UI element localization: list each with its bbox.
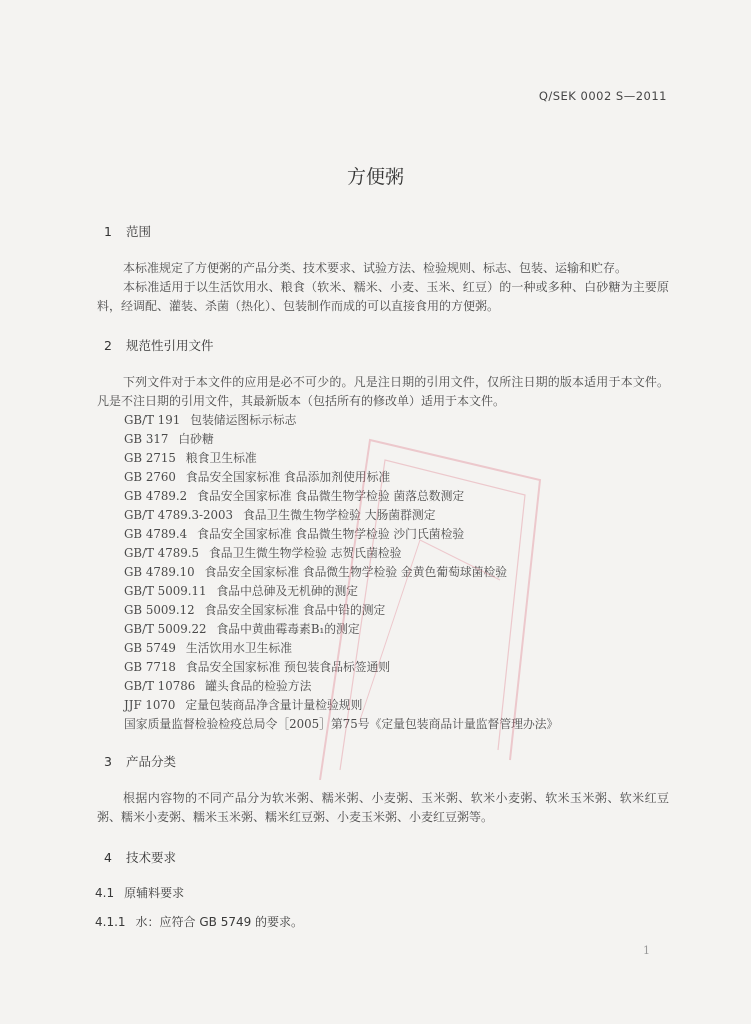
section-3-heading <box>104 752 176 770</box>
list-item: GB 5009.12 食品安全国家标准 食品中铅的测定 <box>124 603 386 617</box>
section-4-heading <box>104 848 176 866</box>
list-item: GB 4789.10 食品安全国家标准 食品微生物学检验 金黄色葡萄球菌检验 <box>124 565 508 579</box>
section-number: 1 <box>104 224 112 239</box>
list-item: GB/T 5009.11 食品中总砷及无机砷的测定 <box>124 584 359 598</box>
subsection-4-1: 4.1 原辅料要求 <box>95 886 185 900</box>
classification-paragraph: 根据内容物的不同产品分为软米粥、糯米粥、小麦粥、玉米粥、软米小麦粥、软米玉米粥、软米红豆粥、糯米小麦粥、糯米玉米粥、糯米红豆粥、小麦玉米粥、小麦红豆粥等。 <box>97 791 669 824</box>
list-item: GB 4789.2 食品安全国家标准 食品微生物学检验 菌落总数测定 <box>124 489 465 503</box>
section-number: 3 <box>104 754 112 769</box>
stamp-seal-icon <box>300 420 560 780</box>
document-title: 方便粥 <box>346 166 404 188</box>
list-item: GB/T 5009.22 食品中黄曲霉毒素B₁的测定 <box>124 622 360 636</box>
section-1-heading <box>104 222 151 240</box>
list-item: GB 2715 粮食卫生标准 <box>124 451 257 465</box>
list-item: GB/T 191 包装储运图标示标志 <box>124 413 297 427</box>
list-item: GB/T 4789.5 食品卫生微生物学检验 志贺氏菌检验 <box>124 546 402 560</box>
list-item: GB/T 4789.3-2003 食品卫生微生物学检验 大肠菌群测定 <box>124 508 436 522</box>
list-item: GB 5749 生活饮用水卫生标准 <box>124 641 293 655</box>
page-number: 1 <box>643 944 650 957</box>
subsection-4-1-1: 4.1.1 水：应符合 GB 5749 的要求。 <box>95 915 304 929</box>
list-item: GB 317 白砂糖 <box>124 432 214 446</box>
list-item: JJF 1070 定量包装商品净含量计量检验规则 <box>124 698 363 712</box>
list-item: GB/T 10786 罐头食品的检验方法 <box>124 679 312 693</box>
scope-paragraph-1: 本标准规定了方便粥的产品分类、技术要求、试验方法、检验规则、标志、包装、运输和贮存。 <box>123 261 628 275</box>
section-title: 规范性引用文件 <box>126 338 214 353</box>
references-intro: 下列文件对于本文件的应用是必不可少的。凡是注日期的引用文件，仅所注日期的版本适用于本文件。凡是不注日期的引用文件，其最新版本（包括所有的修改单）适用于本文件。 <box>97 375 669 408</box>
list-item: GB 2760 食品安全国家标准 食品添加剂使用标准 <box>124 470 391 484</box>
section-number: 4 <box>104 850 112 865</box>
section-title: 产品分类 <box>126 754 177 769</box>
section-title: 技术要求 <box>126 850 177 865</box>
section-number: 2 <box>104 338 112 353</box>
list-item: 国家质量监督检验检疫总局令［2005］第75号《定量包装商品计量监督管理办法》 <box>124 717 559 731</box>
scope-paragraph-2: 本标准适用于以生活饮用水、粮食（软米、糯米、小麦、玉米、红豆）的一种或多种、白砂糖为主要原料，经调配、灌装、杀菌（热化）、包装制作而成的可以直接食用的方便粥。 <box>97 280 669 313</box>
standard-number: Q/SEK 0002 S—2011 <box>538 89 667 103</box>
list-item: GB 7718 食品安全国家标准 预包装食品标签通则 <box>124 660 391 674</box>
section-title: 范围 <box>126 224 152 239</box>
section-2-heading <box>104 336 214 354</box>
list-item: GB 4789.4 食品安全国家标准 食品微生物学检验 沙门氏菌检验 <box>124 527 465 541</box>
